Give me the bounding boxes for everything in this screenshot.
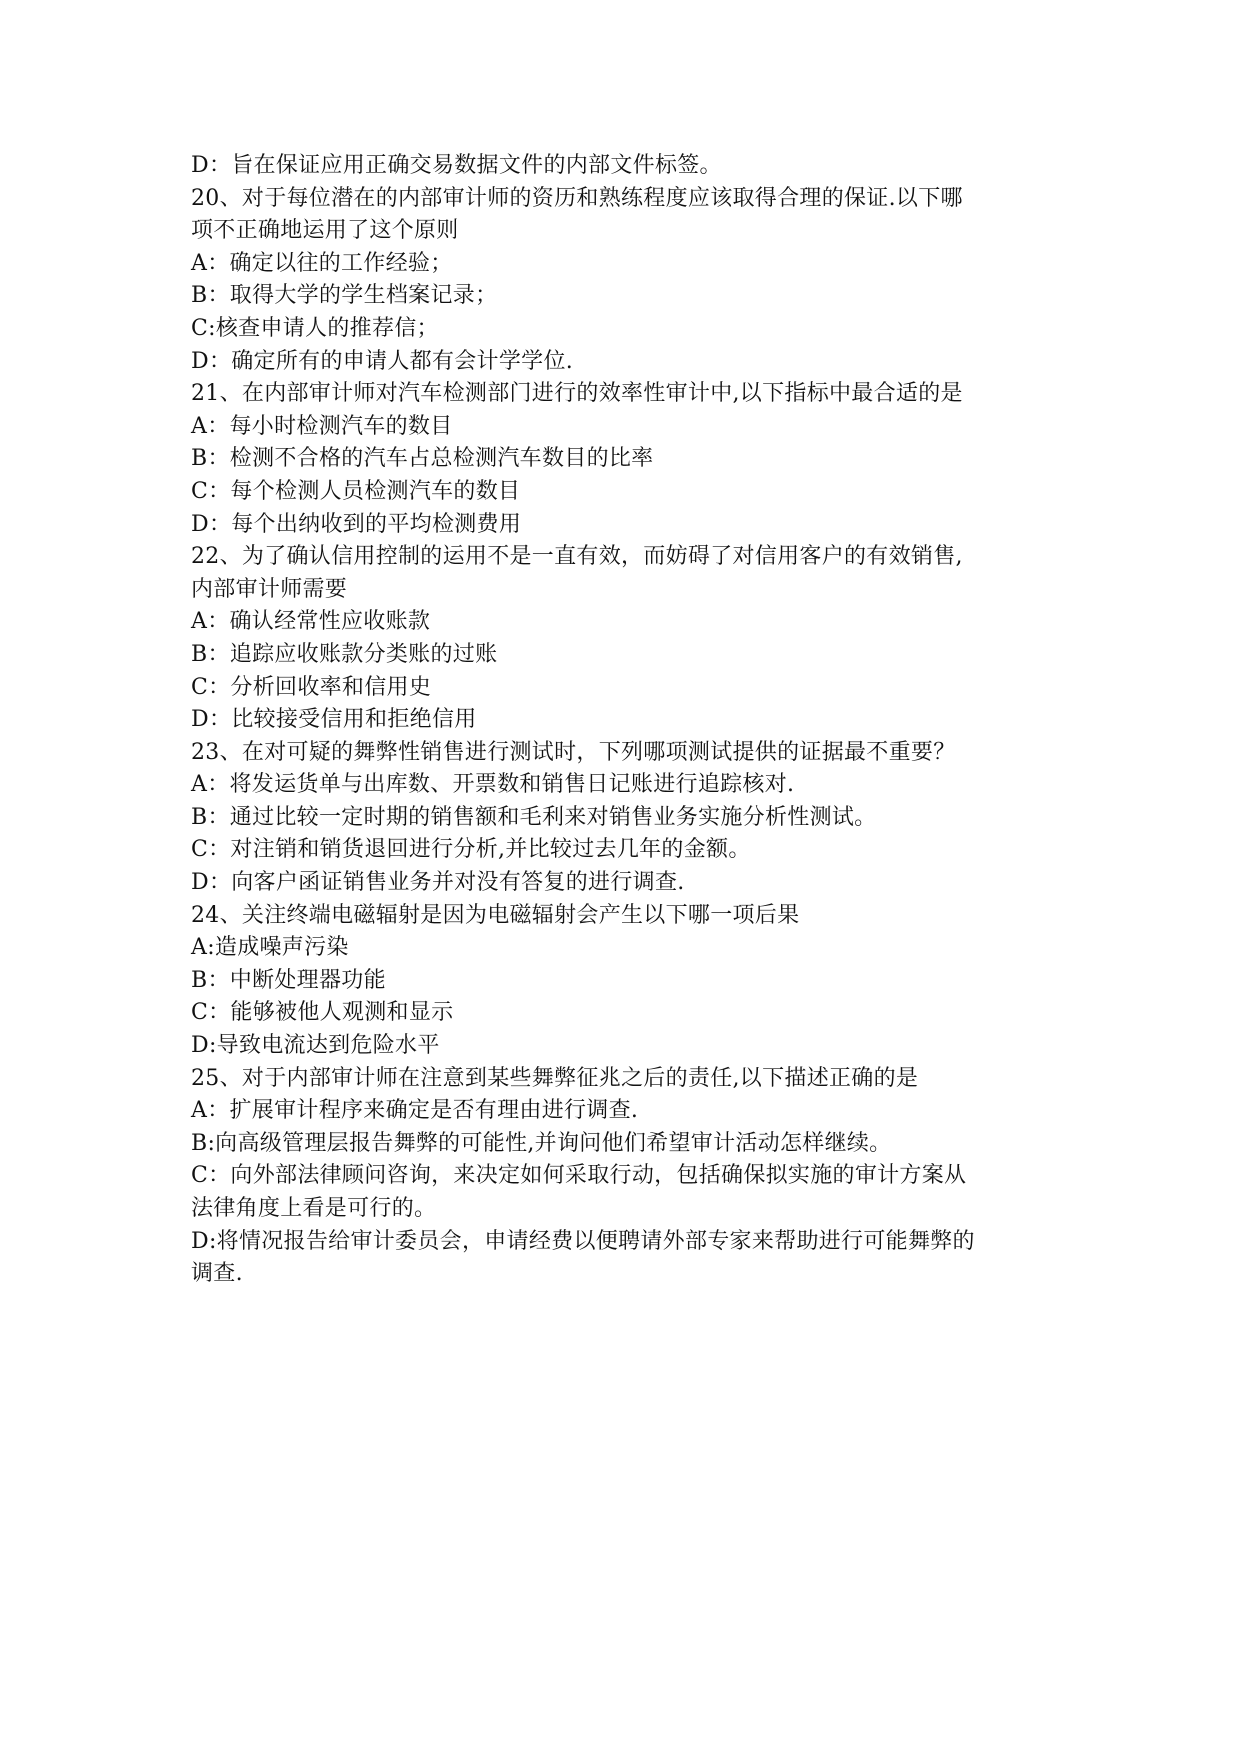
question-23-option-d: D：向客户函证销售业务并对没有答复的进行调查. bbox=[191, 870, 685, 896]
question-21-option-c: C：每个检测人员检测汽车的数目 bbox=[191, 478, 521, 504]
question-25-option-c-cont: 法律角度上看是可行的。 bbox=[191, 1196, 437, 1221]
question-23-option-b: B：通过比较一定时期的销售额和毛利来对销售业务实施分析性测试。 bbox=[191, 804, 877, 830]
question-21-option-b: B：检测不合格的汽车占总检测汽车数目的比率 bbox=[191, 446, 654, 472]
question-21-option-a: A：每小时检测汽车的数目 bbox=[191, 413, 453, 439]
question-25-option-b: B:向高级管理层报告舞弊的可能性,并询问他们希望审计活动怎样继续。 bbox=[191, 1130, 892, 1156]
question-25-text: 25、对于内部审计师在注意到某些舞弊征兆之后的责任,以下描述正确的是 bbox=[191, 1065, 919, 1091]
question-22-option-a: A：确认经常性应收账款 bbox=[191, 609, 431, 635]
question-22-option-c: C：分析回收率和信用史 bbox=[191, 674, 432, 700]
question-25-option-d-cont: 调查. bbox=[191, 1261, 243, 1287]
question-25-option-a: A：扩展审计程序来确定是否有理由进行调查. bbox=[191, 1098, 639, 1124]
question-22-option-b: B：追踪应收账款分类账的过账 bbox=[191, 641, 498, 667]
question-20-option-c: C:核查申请人的推荐信； bbox=[191, 315, 439, 341]
question-24-option-a: A:造成噪声污染 bbox=[191, 935, 349, 961]
question-20-text-cont: 项不正确地运用了这个原则 bbox=[191, 218, 459, 244]
question-20-option-b: B：取得大学的学生档案记录； bbox=[191, 283, 498, 309]
text-line: D：旨在保证应用正确交易数据文件的内部文件标签。 bbox=[191, 153, 722, 178]
question-23-option-a: A：将发运货单与出库数、开票数和销售日记账进行追踪核对. bbox=[191, 772, 795, 798]
question-24-text: 24、关注终端电磁辐射是因为电磁辐射会产生以下哪一项后果 bbox=[191, 902, 800, 928]
question-20-option-a: A：确定以往的工作经验； bbox=[191, 250, 453, 276]
question-25-option-c: C：向外部法律顾问咨询，来决定如何采取行动，包括确保拟实施的审计方案从 bbox=[191, 1163, 967, 1189]
document-body bbox=[191, 150, 1071, 1291]
question-20-text: 20、对于每位潜在的内部审计师的资历和熟练程度应该取得合理的保证.以下哪 bbox=[191, 185, 963, 211]
question-21-option-d: D：每个出纳收到的平均检测费用 bbox=[191, 511, 522, 537]
question-22-option-d: D：比较接受信用和拒绝信用 bbox=[191, 707, 477, 733]
question-23-option-c: C：对注销和销货退回进行分析,并比较过去几年的金额。 bbox=[191, 837, 751, 863]
question-22-text-cont: 内部审计师需要 bbox=[191, 576, 348, 602]
question-24-option-b: B：中断处理器功能 bbox=[191, 967, 386, 993]
question-23-text: 23、在对可疑的舞弊性销售进行测试时，下列哪项测试提供的证据最不重要？ bbox=[191, 739, 956, 765]
question-22-text: 22、为了确认信用控制的运用不是一直有效，而妨碍了对信用客户的有效销售, bbox=[191, 544, 963, 570]
question-24-option-c: C：能够被他人观测和显示 bbox=[191, 1000, 454, 1026]
question-20-option-d: D：确定所有的申请人都有会计学学位. bbox=[191, 348, 574, 374]
question-21-text: 21、在内部审计师对汽车检测部门进行的效率性审计中,以下指标中最合适的是 bbox=[191, 381, 963, 407]
question-25-option-d: D:将情况报告给审计委员会，申请经费以便聘请外部专家来帮助进行可能舞弊的 bbox=[191, 1228, 975, 1254]
question-24-option-d: D:导致电流达到危险水平 bbox=[191, 1033, 440, 1059]
